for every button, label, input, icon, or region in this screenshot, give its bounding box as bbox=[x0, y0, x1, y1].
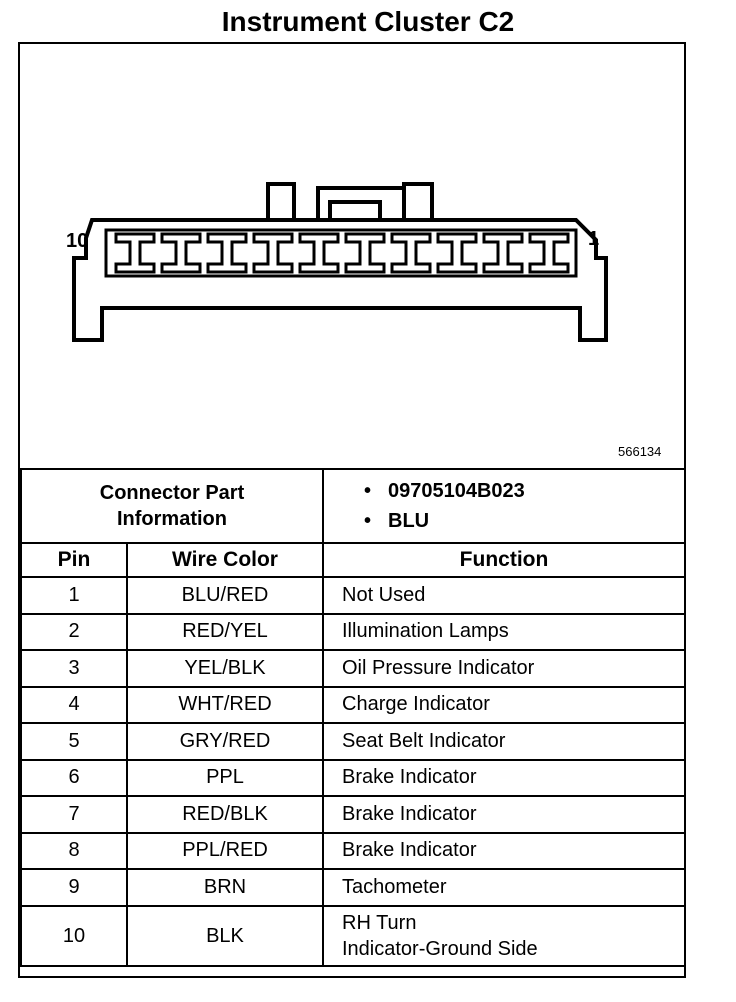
function-cell: Seat Belt Indicator bbox=[323, 723, 685, 760]
function-cell: Charge Indicator bbox=[323, 687, 685, 724]
table-row bbox=[21, 614, 685, 651]
wire-color-cell: PPL bbox=[127, 760, 323, 797]
function-cell: Not Used bbox=[323, 577, 685, 614]
page-title: Instrument Cluster C2 bbox=[221, 6, 515, 37]
connector-table bbox=[20, 468, 686, 967]
wire-color-cell: GRY/RED bbox=[127, 723, 323, 760]
connector-drawing bbox=[20, 44, 684, 466]
header-wire-color: Wire Color bbox=[127, 543, 323, 577]
table-row bbox=[21, 760, 685, 797]
wire-color-cell: PPL/RED bbox=[127, 833, 323, 870]
wire-color-cell: RED/BLK bbox=[127, 796, 323, 833]
wire-color-cell: YEL/BLK bbox=[127, 650, 323, 687]
terminal-cavity bbox=[300, 234, 338, 272]
table-row bbox=[21, 906, 685, 966]
pin-cell: 1 bbox=[21, 577, 127, 614]
part-number: • 09705104B023 bbox=[364, 480, 525, 502]
pin-cell: 9 bbox=[21, 869, 127, 906]
function-cell: Illumination Lamps bbox=[323, 614, 685, 651]
function-cell: Brake Indicator bbox=[323, 760, 685, 797]
pin-cell: 4 bbox=[21, 687, 127, 724]
wire-color-cell: WHT/RED bbox=[127, 687, 323, 724]
wire-color-cell: BRN bbox=[127, 869, 323, 906]
pin-cell: 8 bbox=[21, 833, 127, 870]
terminal-cavity bbox=[162, 234, 200, 272]
wire-color-cell: BLK bbox=[127, 906, 323, 966]
terminal-cavity bbox=[438, 234, 476, 272]
part-color: • BLU bbox=[364, 510, 430, 532]
pin-cell: 3 bbox=[21, 650, 127, 687]
table-row bbox=[21, 687, 685, 724]
connector-part-row bbox=[21, 469, 685, 543]
table-row bbox=[21, 796, 685, 833]
terminal-cavity bbox=[392, 234, 430, 272]
function-cell: Oil Pressure Indicator bbox=[323, 650, 685, 687]
latch-tab-left bbox=[268, 184, 294, 220]
terminal-cavity bbox=[208, 234, 246, 272]
pin-cell: 10 bbox=[21, 906, 127, 966]
connector-part-values bbox=[323, 469, 685, 543]
latch-tab-right bbox=[404, 184, 432, 220]
latch-center-inner bbox=[330, 202, 380, 220]
wire-color-cell: RED/YEL bbox=[127, 614, 323, 651]
header-function: Function bbox=[323, 543, 685, 577]
connector-part-label: Connector Part Information bbox=[21, 469, 323, 543]
header-row bbox=[21, 543, 685, 577]
terminal-cavity bbox=[484, 234, 522, 272]
pin-cell: 7 bbox=[21, 796, 127, 833]
pin-cell: 6 bbox=[21, 760, 127, 797]
function-cell: Brake Indicator bbox=[323, 796, 685, 833]
header-pin: Pin bbox=[21, 543, 127, 577]
connector-diagram bbox=[20, 44, 684, 466]
terminal-cavity bbox=[254, 234, 292, 272]
figure-id: 566134 bbox=[618, 444, 662, 459]
pin-10-label: 10 bbox=[66, 230, 89, 252]
table-row bbox=[21, 833, 685, 870]
function-cell: RH Turn Indicator-Ground Side bbox=[323, 906, 685, 966]
function-cell: Tachometer bbox=[323, 869, 685, 906]
table-row bbox=[21, 577, 685, 614]
pin-cell: 2 bbox=[21, 614, 127, 651]
wire-color-cell: BLU/RED bbox=[127, 577, 323, 614]
terminal-cavity bbox=[530, 234, 568, 272]
table-row bbox=[21, 650, 685, 687]
function-cell: Brake Indicator bbox=[323, 833, 685, 870]
pin-1-label: 1 bbox=[588, 228, 600, 250]
terminal-cavity bbox=[116, 234, 154, 272]
table-row bbox=[21, 723, 685, 760]
table-row bbox=[21, 869, 685, 906]
pin-cell: 5 bbox=[21, 723, 127, 760]
terminal-cavity bbox=[346, 234, 384, 272]
